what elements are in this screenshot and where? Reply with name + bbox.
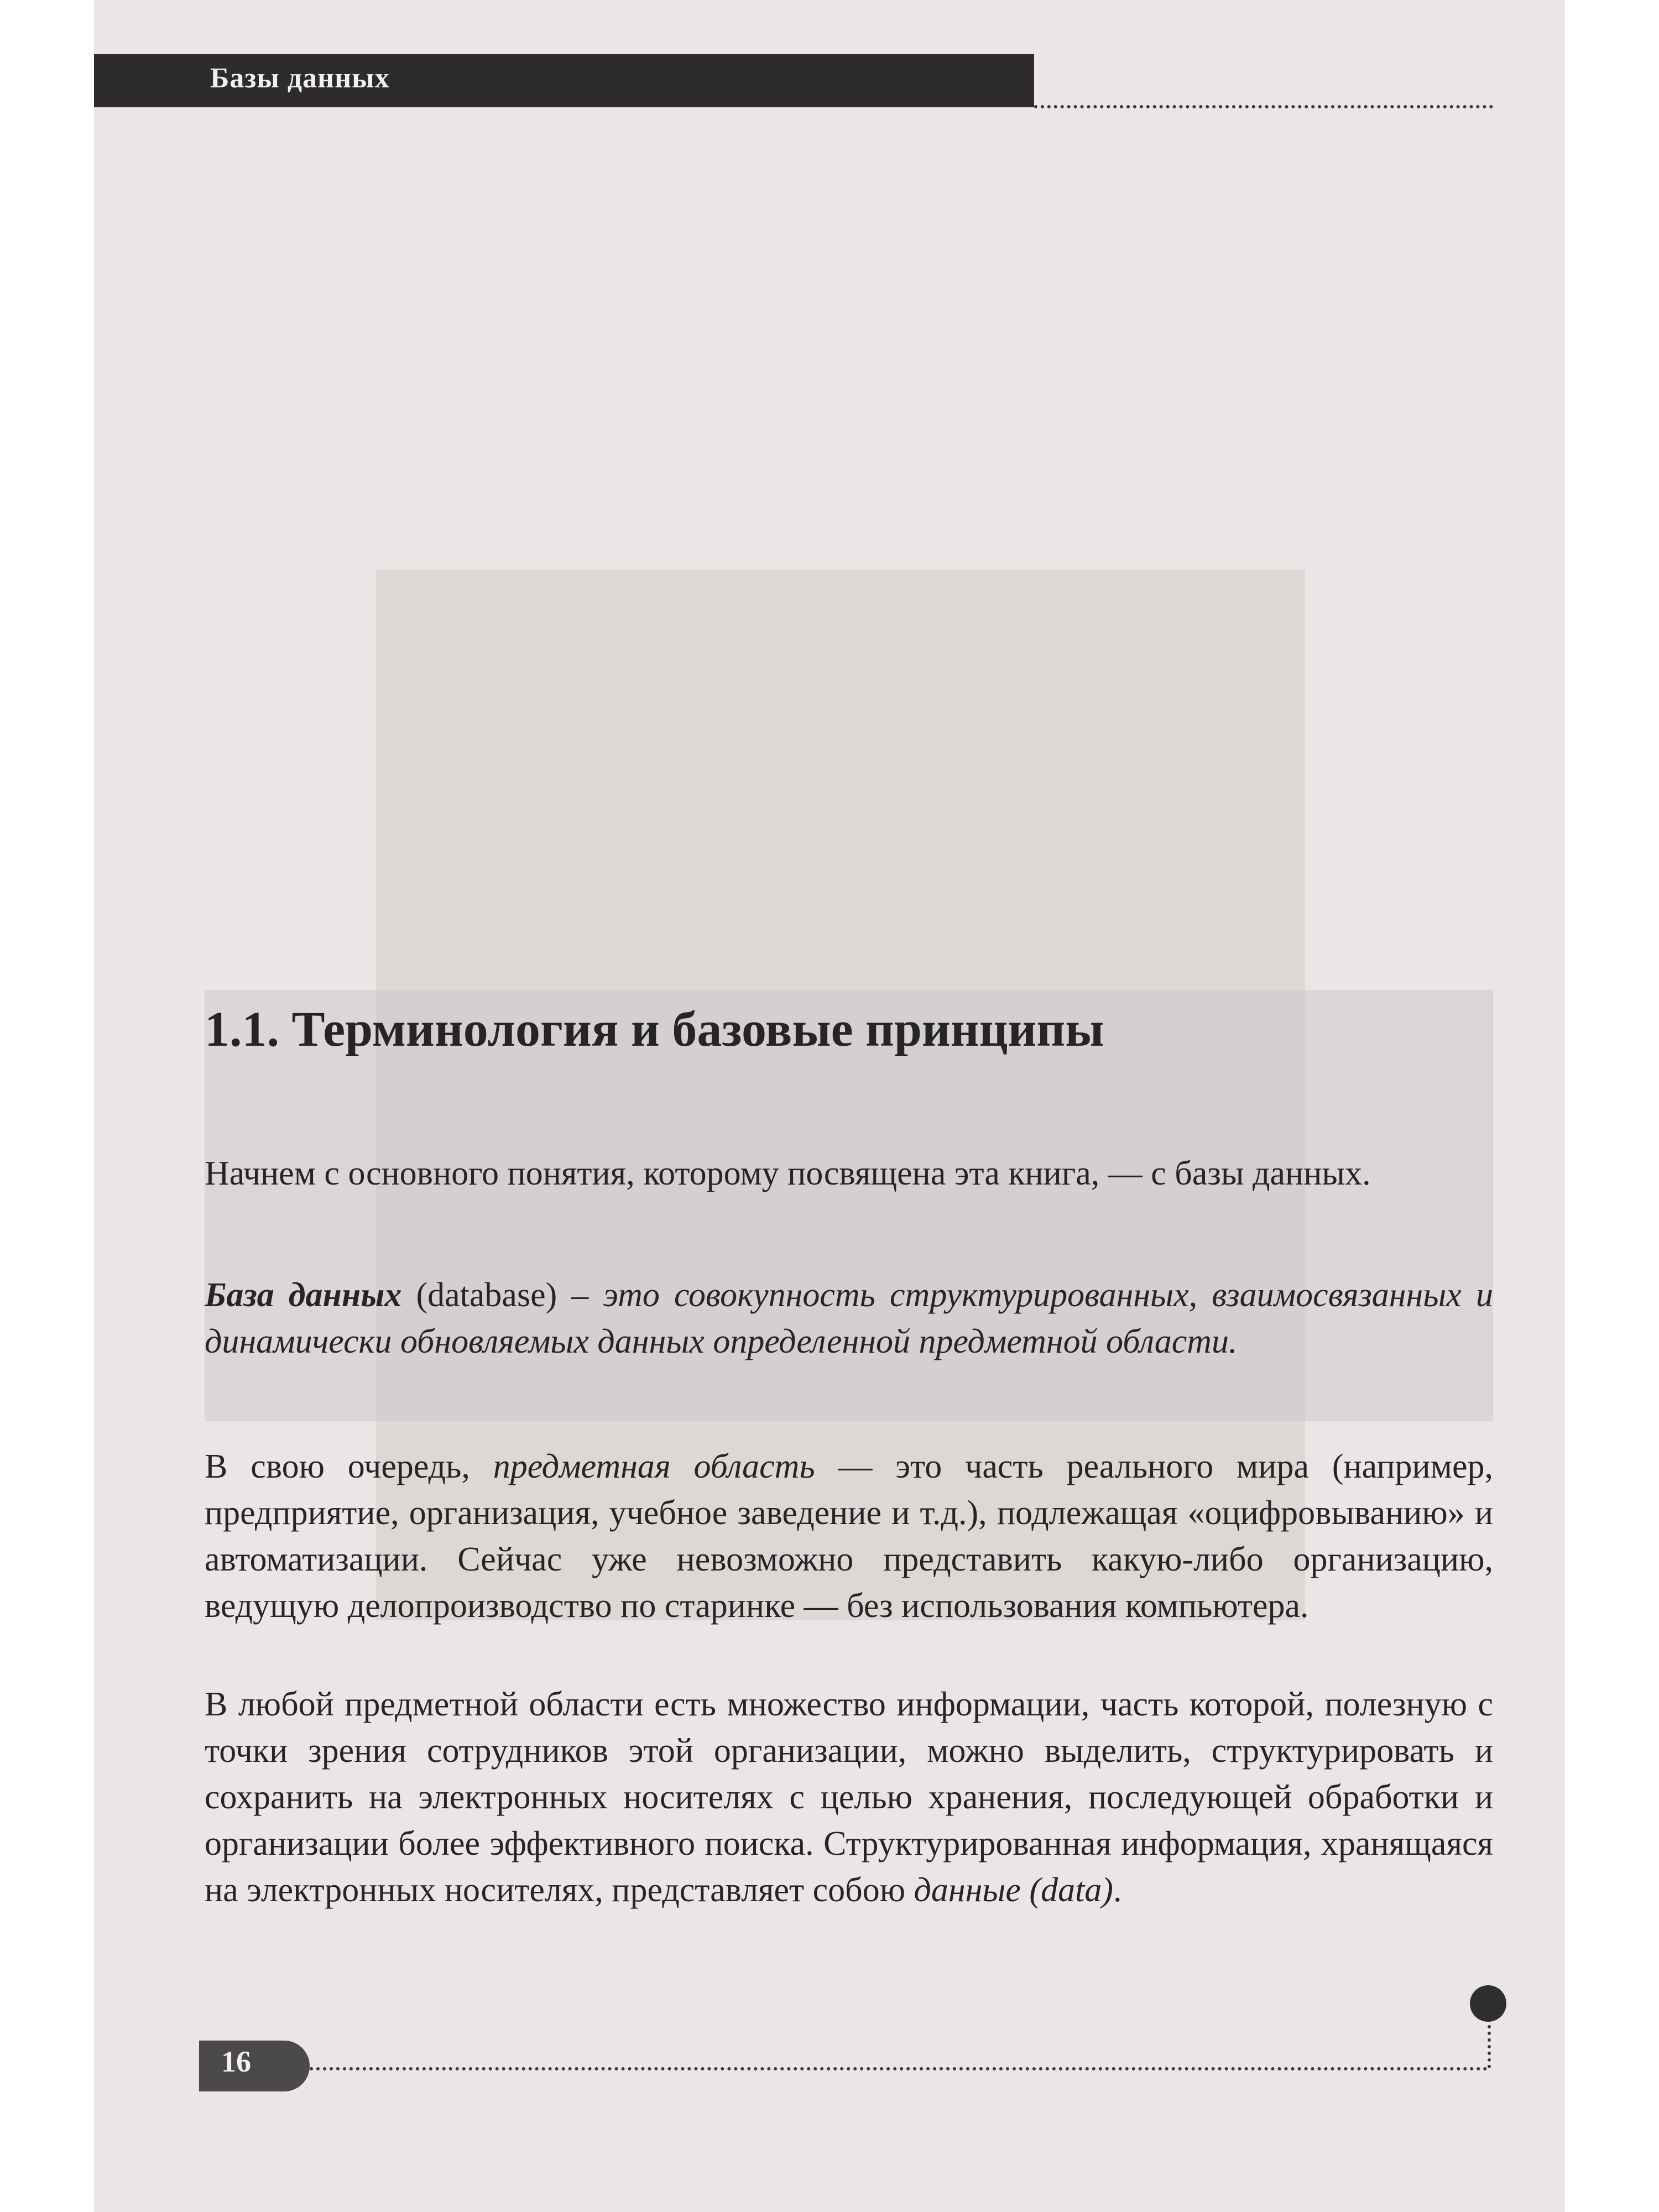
running-header-title: Базы данных [210,62,390,94]
definition-text: – это совокупность структурированных, взаимосвязанных и динамически обновляемых данных определенной предметной области. [205,1276,1493,1360]
paragraph-subject-area-start: В свою очередь, [205,1448,493,1485]
paragraph-data-end: . [1113,1871,1122,1909]
footer-bullet-dot [1470,1985,1506,2022]
term-database: База данных [205,1276,402,1314]
term-database-english: (database) [401,1276,572,1314]
book-page [94,0,1565,2212]
footer-dotted-vertical [1488,2018,1491,2068]
page-number-tab [199,2041,310,2091]
paragraph-definition [205,1272,1493,1365]
paragraph-data [205,1681,1493,1913]
term-subject-area: предметная область [493,1448,815,1485]
header-dotted-rule [1034,105,1493,108]
paragraph-subject-area-rest: — это часть реального мира (например, предприятие, организация, учебное заведение и т.д.), подлежащая «оцифровыванию» и автоматизации. Сейчас уже невозможно представить какую-либо организацию, ведущую делопроизводство по старинке — без использования компьютера. [205,1448,1493,1625]
paragraph-intro [205,1150,1493,1197]
paragraph-intro-text: Начнем с основного понятия, которому посвящена эта книга, — с базы данных. [205,1155,1371,1192]
section-heading: 1.1. Терминология и базовые принципы [205,1002,1104,1057]
term-data: данные (data) [914,1871,1113,1909]
page-number: 16 [221,2045,251,2078]
paragraph-subject-area [205,1443,1493,1629]
paragraph-data-start: В любой предметной области есть множество информации, часть которой, полезную с точки зрения сотрудников этой организации, можно выделить, структурировать и сохранить на электронных носителях с целью хранения, последующей обработки и организации более эффективного поиска. Структурированная информация, хранящаяся на электронных носителях, представляет собою [205,1686,1493,1909]
footer-dotted-rule [310,2067,1488,2070]
